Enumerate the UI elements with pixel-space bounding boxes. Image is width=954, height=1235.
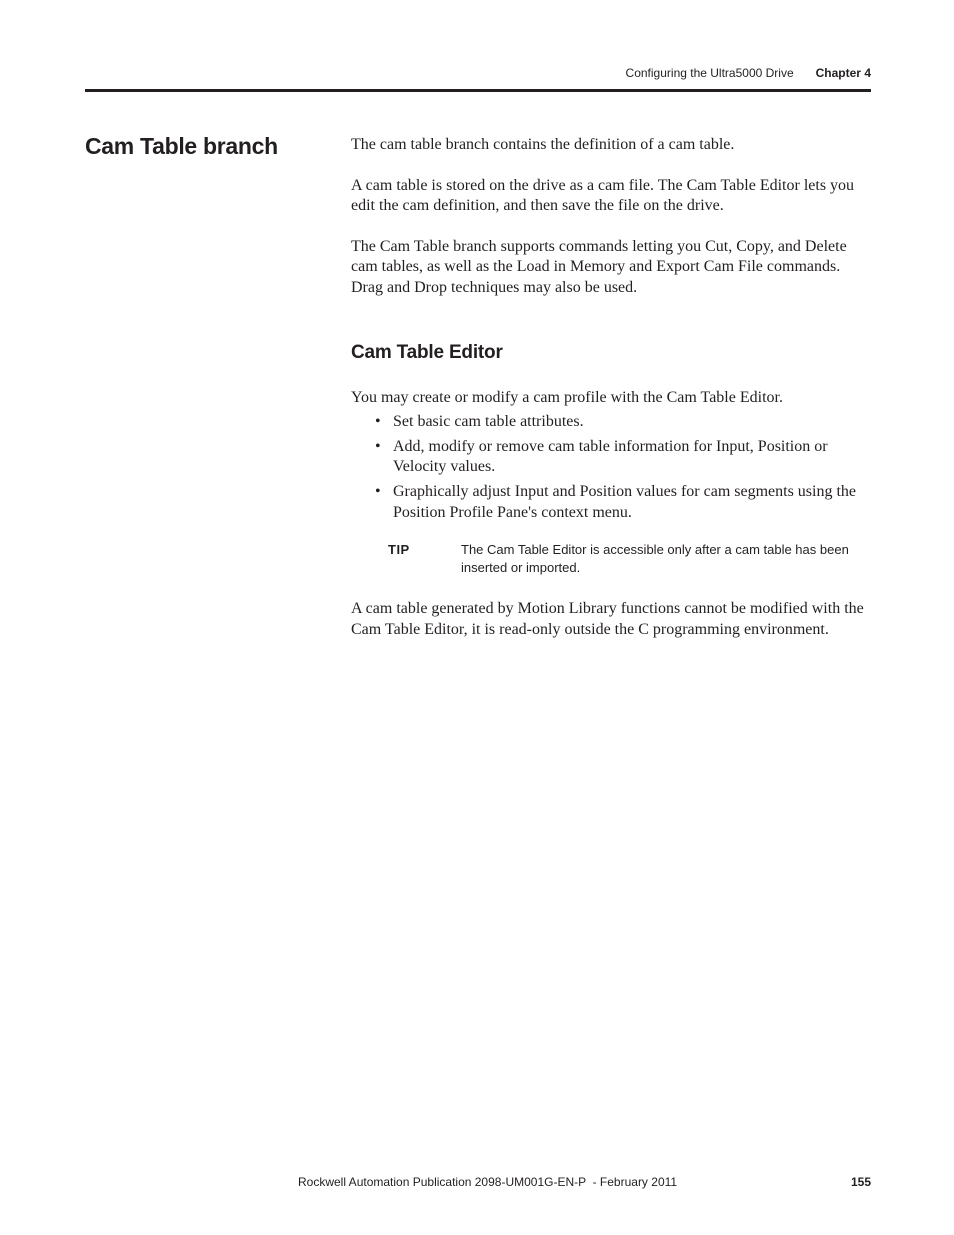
bullet-icon: • (375, 483, 381, 500)
page-number: 155 (850, 1175, 871, 1189)
tip-label: TIP (388, 542, 410, 557)
list-item-text: Graphically adjust Input and Position values for cam segments using the Position Profile Pane's context menu. (393, 483, 857, 521)
tip-box (351, 541, 873, 581)
list-item (351, 412, 873, 433)
paragraph: A cam table is stored on the drive as a cam file. The Cam Table Editor lets you edit the cam definition, and then save the file on the drive. (351, 176, 855, 214)
closing-paragraph: A cam table generated by Motion Library functions cannot be modified with the Cam Table Editor, it is read-only outside the C programming environment. (351, 600, 864, 638)
chapter-label: Chapter 4 (815, 66, 871, 80)
header-rule (85, 89, 871, 92)
list-item-text: Set basic cam table attributes. (393, 412, 584, 430)
list-item-text: Add, modify or remove cam table information for Input, Position or Velocity values. (393, 437, 828, 475)
running-header (626, 66, 871, 80)
footer-publication: Rockwell Automation Publication 2098-UM001G-EN-P - February 2011 (298, 1175, 678, 1189)
paragraph: The cam table branch contains the definition of a cam table. (351, 136, 735, 153)
list-item (351, 437, 873, 478)
paragraph: The Cam Table branch supports commands letting you Cut, Copy, and Delete cam tables, as well as the Load in Memory and Export Cam File commands. Drag and Drop techniques may also be used. (351, 237, 847, 296)
bullet-icon: • (375, 437, 381, 455)
subsection-title: Cam Table Editor (351, 342, 503, 363)
tip-text: The Cam Table Editor is accessible only after a cam table has been inserted or imported. (461, 542, 849, 575)
bullet-icon: • (375, 412, 381, 430)
subsection-intro: You may create or modify a cam profile with the Cam Table Editor. (351, 389, 783, 406)
running-title: Configuring the Ultra5000 Drive (625, 66, 794, 80)
main-content (351, 135, 873, 640)
list-item (351, 482, 873, 523)
section-title: Cam Table branch (85, 133, 278, 159)
bullet-list (351, 412, 873, 524)
